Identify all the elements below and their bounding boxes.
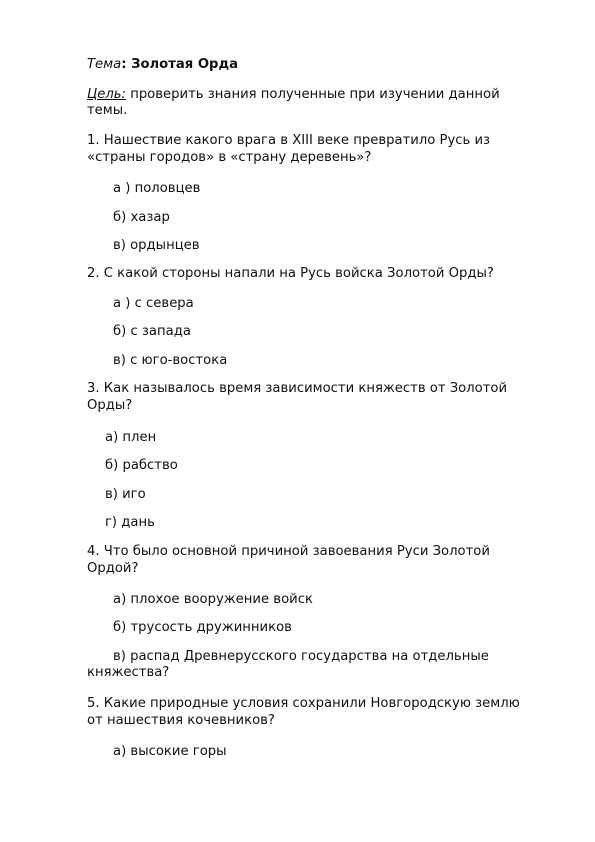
question-3-line-1: 3. Как называлось время зависимости княжеств от Золотой — [87, 381, 508, 396]
question-4-option-a: а) плохое вооружение войск — [113, 592, 313, 607]
question-4-option-c-line-2: княжества? — [87, 665, 170, 680]
question-2-option-a: а ) с севера — [113, 296, 194, 311]
goal-label: Цель: — [87, 87, 126, 102]
goal-text-line-1: проверить знания полученные при изучении данной — [126, 87, 500, 102]
question-3-option-b: б) рабство — [105, 458, 178, 473]
topic-line — [87, 57, 238, 73]
question-2-option-c: в) с юго-востока — [113, 353, 228, 368]
question-5-line-1: 5. Какие природные условия сохранили Новгородскую землю — [87, 696, 520, 711]
question-1-line-2: «страны городов» в «страну деревень»? — [87, 150, 372, 165]
question-2-line-1: 2. С какой стороны напали на Русь войска Золотой Орды? — [87, 266, 494, 281]
question-3-option-a: а) плен — [105, 430, 157, 445]
goal-line-1 — [87, 87, 500, 103]
question-1-line-1: 1. Нашествие какого врага в XIII веке превратило Русь из — [87, 133, 491, 148]
question-4-option-b: б) трусость дружинников — [113, 620, 292, 635]
question-1-option-b: б) хазар — [113, 210, 170, 225]
question-2-option-b: б) с запада — [113, 324, 191, 339]
question-3-line-2: Орды? — [87, 398, 133, 413]
question-5-line-2: от нашествия кочевников? — [87, 713, 275, 728]
topic-title: Золотая Орда — [126, 57, 239, 72]
question-1-option-a: а ) половцев — [113, 181, 201, 196]
question-3-option-c: в) иго — [105, 487, 146, 502]
question-3-option-d: г) дань — [105, 515, 155, 530]
question-4-line-2: Ордой? — [87, 561, 139, 576]
topic-colon: : — [121, 57, 127, 72]
goal-line-2: темы. — [87, 103, 128, 118]
question-1-option-c: в) ордынцев — [113, 238, 200, 253]
question-4-line-1: 4. Что было основной причиной завоевания Руси Золотой — [87, 544, 490, 559]
question-4-option-c-line-1: в) распад Древнерусского государства на отдельные — [113, 649, 489, 664]
question-5-option-a: а) высокие горы — [113, 744, 227, 759]
topic-label: Тема — [87, 57, 122, 72]
